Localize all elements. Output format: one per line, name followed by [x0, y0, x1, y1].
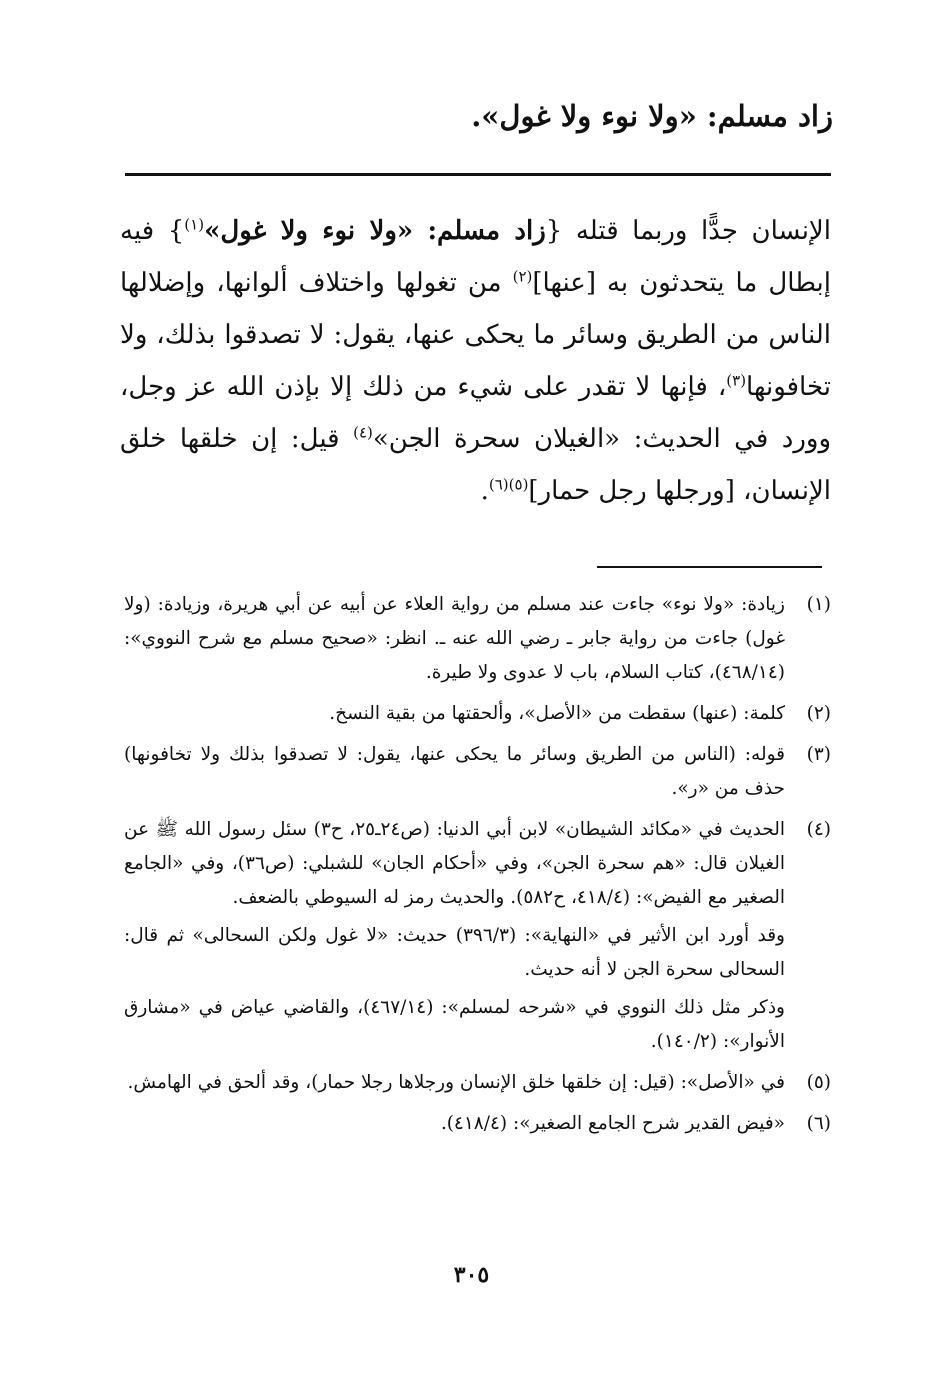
- footnote-3: [124, 738, 831, 810]
- footnote-ref[interactable]: (٣): [726, 371, 747, 390]
- footnote-ref[interactable]: (٤): [353, 423, 373, 442]
- footnote-1: [124, 588, 831, 694]
- footnote-number: (٦): [806, 1113, 831, 1134]
- footnote-ref[interactable]: (٥)(٦): [488, 475, 529, 494]
- footnote-body: [124, 813, 785, 1063]
- footnote-2: [124, 697, 831, 735]
- main-text: [120, 205, 831, 517]
- footnote-text: وذكر مثل ذلك النووي في «شرحه لمسلم»: (٤٦٧/١٤)، والقاضي عياض في «مشارق الأنوار»: (١٤٠/٢).: [124, 997, 785, 1052]
- text-segment: ، فإنها لا تقدر على شيء من ذلك إلا بإذن الله عز وجل، وورد في الحديث: «الغيلان سحرة الجن»: [120, 372, 832, 454]
- text-segment: من تغولها واختلاف ألوانها، وإضلالها الناس من الطريق وسائر ما يحكى عنها، يقول: لا تصدقوا بذلك، ولا تخافونها: [120, 268, 831, 402]
- footnote-4: [124, 813, 831, 1063]
- footnote-text: زيادة: «ولا نوء» جاءت عند مسلم من رواية العلاء عن أبيه عن أبي هريرة، وزيادة: (ولا غول) جاءت من رواية جابر ـ رضي الله عنه ـ. انظر: «صحيح مسلم مع شرح النووي»: (٤٦٨/١٤)، كتاب السلام، باب لا عدوى ولا طيرة.: [124, 594, 785, 683]
- text-segment: الإنسان جدًّا وربما قتله {: [545, 216, 831, 246]
- footnote-5: [124, 1066, 831, 1104]
- footnote-body: [124, 697, 785, 735]
- running-header: زاد مسلم: «ولا نوء ولا غول».: [471, 99, 833, 133]
- footnote-text: «فيض القدير شرح الجامع الصغير»: (٤١٨/٤).: [440, 1113, 785, 1134]
- footnote-text: في «الأصل»: (قيل: إن خلقها خلق الإنسان ورجلاها رجلا حمار)، وقد ألحق في الهامش.: [127, 1072, 785, 1093]
- footnote-number: (٥): [806, 1072, 831, 1093]
- footnote-body: [124, 1066, 785, 1104]
- header-divider: [125, 173, 831, 176]
- footnote-text: الحديث في «مكائد الشيطان» لابن أبي الدنيا: (ص٢٤ـ٢٥، ح٣) سئل رسول الله ﷺ عن الغيلان قال: «هم سحرة الجن»، وفي «أحكام الجان» للشبلي: (ص٣٦)، وفي «الجامع الصغير مع الفيض»: (٤١٨/٤، ح٥٨٢). والحديث رمز له السيوطي بالضعف.: [124, 819, 786, 908]
- page-number: ٣٠٥: [453, 1262, 490, 1288]
- footnote-number: (٢): [806, 703, 831, 724]
- footnote-number: (٣): [806, 744, 831, 765]
- text-segment: .: [480, 476, 489, 506]
- footnote-6: [124, 1107, 831, 1145]
- text-segment: قيل: إن خلقها خلق الإنسان، [ورجلها رجل حمار]: [120, 424, 831, 506]
- footnote-body: [124, 588, 785, 694]
- footnote-number: (٤): [806, 819, 831, 840]
- footnote-ref[interactable]: (٢): [512, 267, 533, 286]
- footnote-text: كلمة: (عنها) سقطت من «الأصل»، وألحقتها من بقية النسخ.: [329, 703, 785, 724]
- footnote-text: وقد أورد ابن الأثير في «النهاية»: (٣٩٦/٣) حديث: «لا غول ولكن السحالى» ثم قال: السحالى سحرة الجن لا أنه حديث.: [124, 925, 785, 980]
- footnote-ref[interactable]: (١): [184, 215, 205, 234]
- footnote-divider: [597, 566, 822, 568]
- quoted-addition: زاد مسلم: «ولا نوء ولا غول»: [204, 216, 546, 246]
- footnote-body: [124, 738, 785, 810]
- footnote-body: [124, 1107, 785, 1145]
- text-segment: } فيه إبطال ما يتحدثون به [عنها]: [120, 216, 831, 298]
- footnote-number: (١): [806, 594, 831, 615]
- footnotes: [124, 588, 831, 1148]
- footnote-text: قوله: (الناس من الطريق وسائر ما يحكى عنها، يقول: لا تصدقوا بذلك ولا تخافونها) حذف من «ر».: [124, 744, 785, 799]
- main-paragraph: [120, 205, 831, 517]
